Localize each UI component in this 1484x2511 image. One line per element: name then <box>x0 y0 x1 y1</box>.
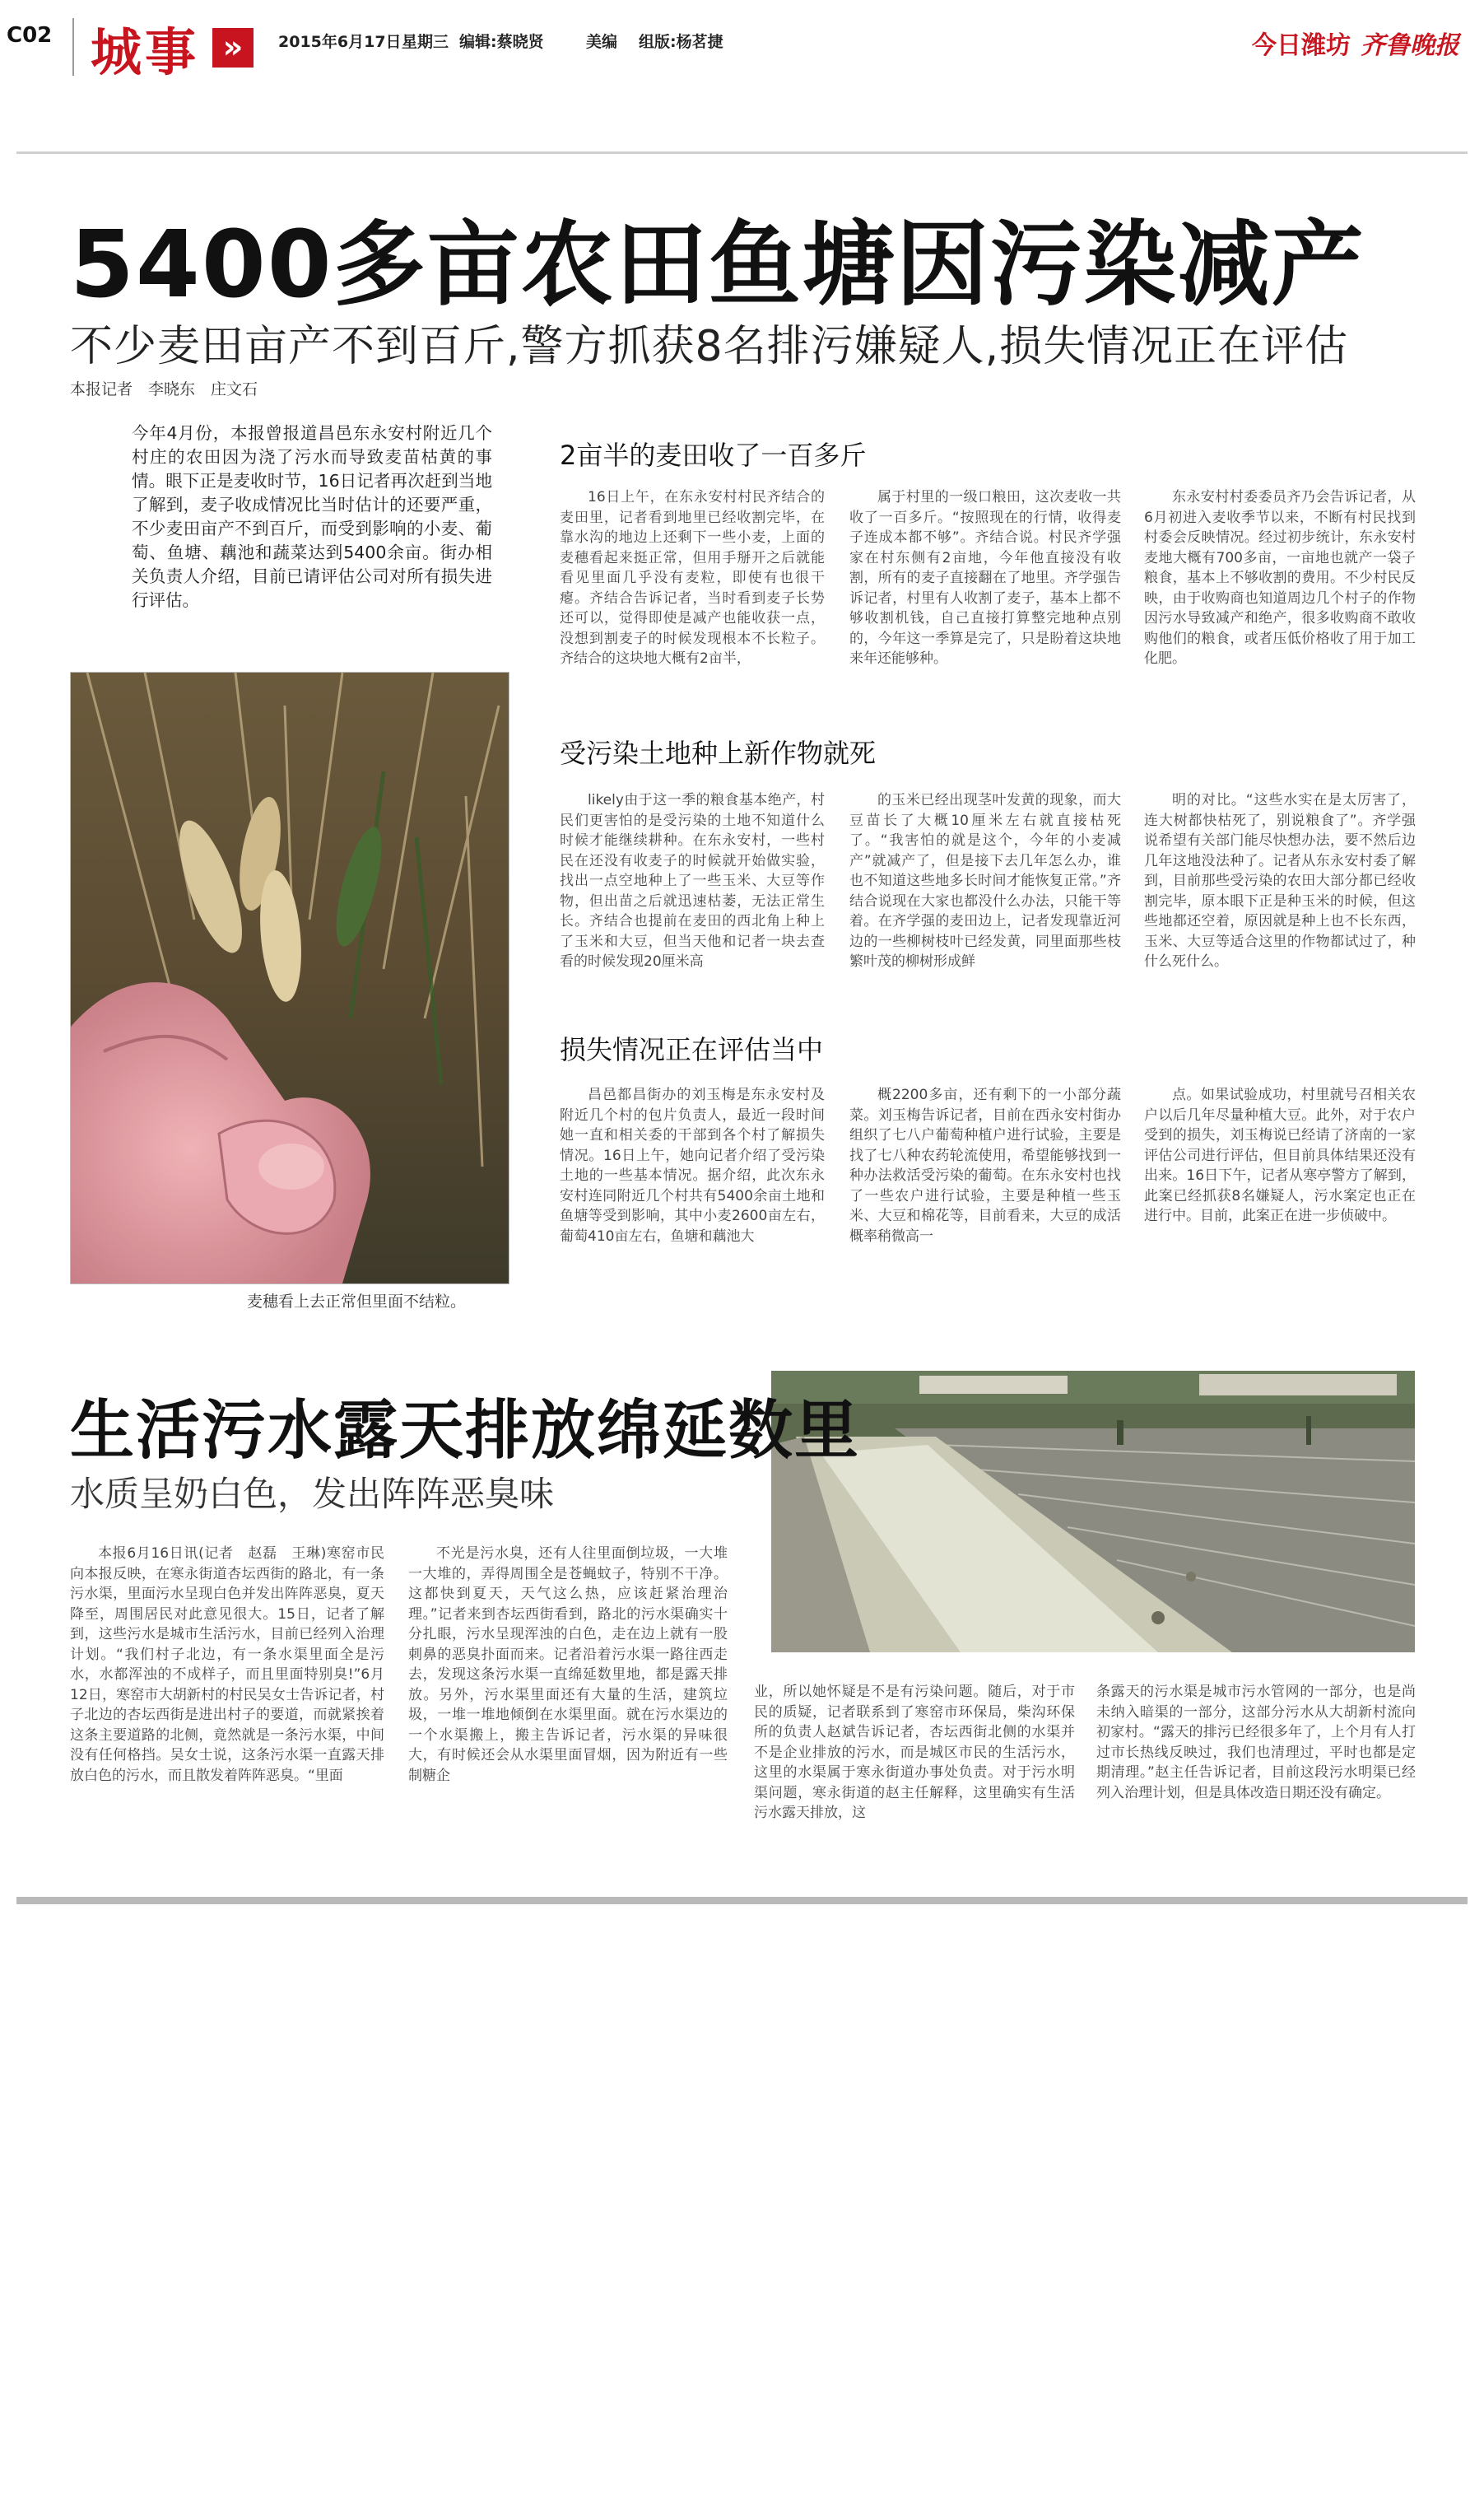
page-label: C02 <box>7 23 53 48</box>
masthead-divider <box>72 18 74 76</box>
section3-title: 损失情况正在评估当中 <box>560 1034 824 1065</box>
brand-logo <box>1252 25 1459 61</box>
canal-photo <box>771 1371 1415 1652</box>
section-arrow-icon: » <box>212 28 254 68</box>
issue-weekday: 星期三 <box>402 33 449 51</box>
story1-headline: 5400多亩农田鱼塘因污染减产 <box>70 212 1365 319</box>
story2-col4: 条露天的污水渠是城市污水管网的一部分，也是尚未纳入暗渠的一部分，这部分污水从大胡新村流向初家村。“露天的排污已经很多年了，上个月有人打过市长热线反映过，我们也清理过，平时也都是定期清理。”赵主任告诉记者，目前这段污水明渠已经列入治理计划，但是具体改造日期还没有确定。 <box>1096 1684 1416 1801</box>
brand-name: 今日潍坊 <box>1252 31 1351 60</box>
section2-col3: 明的对比。“这些水实在是太厉害了，连大树都快枯死了，别说粮食了”。齐学强说希望有关部门能尽快想办法，要不然后边几年这地没法种了。记者从东永安村委了解到，目前那些受污染的农田大部分都已经收割完毕，原本眼下正是种玉米的时候，但这些地都还空着，原因就是种上也不长东西，玉米、大豆等适合这里的作物都试过了，种什么死什么。 <box>1144 792 1416 970</box>
story1-byline: 本报记者 李晓东 庄文石 <box>70 380 258 398</box>
section1-col3: 东永安村村委委员齐乃会告诉记者，从6月初进入麦收季节以来，不断有村民找到村委会反映情况。经过初步统计，东永安村麦地大概有700多亩，一亩地也就产一袋子粮食，基本上不够收割的费用。不少村民反映，由于收购商也知道周边几个村子的作物因污水导致减产和绝产，很多收购商不敢收购他们的粮食，或者压低价格收了用于加工化肥。 <box>1144 489 1416 667</box>
story2-col2: 不光是污水臭，还有人往里面倒垃圾，一大堆一大堆的，弄得周围全是苍蝇蚊子，特别不干净。这都快到夏天，天气这么热，应该赶紧治理治理。”记者来到杏坛西街看到，路北的污水渠确实十分扎眼，污水呈现浑浊的白色，走在边上就有一股刺鼻的恶臭扑面而来。记者沿着污水渠一路往西走去，发现这条污水渠一直绵延数里地，都是露天排放。另外，污水渠里面还有大量的生活，建筑垃圾，一堆一堆地倾倒在水渠里面。就在污水渠边的一个水渠搬上，搬主告诉记者，污水渠的异味很大，有时候还会从水渠里面冒烟，因为附近有一些制糖企 <box>408 1545 728 1784</box>
section2-col2: 的玉米已经出现茎叶发黄的现象，而大豆苗长了大概10厘米左右就直接枯死了。“我害怕的就是这个，今年的小麦减产”就减产了，但是接下去几年怎么办，谁也不知道这些地多长时间才能恢复正常。”齐结合说现在大家也都没什么办法，只能干等着。在齐学强的麦田边上，记者发现靠近河边的一些柳树枝叶已经发黄，同里面那些枝繁叶茂的柳树形成鲜 <box>849 792 1121 970</box>
section2-col1: likely由于这一季的粮食基本绝产，村民们更害怕的是受污染的土地不知道什么时候才能继续耕种。在东永安村，一些村民在还没有收麦子的时候就开始做实验，找出一点空地种上了一些玉米、大豆等作物，但出苗之后就迅速枯萎，无法正常生长。齐结合也提前在麦田的西北角上种上了玉米和大豆，但当天他和记者一块去查看的时候发现20厘米高 <box>560 792 825 970</box>
section1-col1: 16日上午，在东永安村村民齐结合的麦田里，记者看到地里已经收割完毕，在靠水沟的地边上还剩下一些小麦，上面的麦穗看起来挺正常，但用手掰开之后就能看见里面几乎没有麦粒，即使有也很干瘪。齐结合告诉记者，当时看到麦子长势还可以，觉得即使是减产也能收获一点，没想到割麦子的时候发现根本不长粒子。齐结合的这块地大概有2亩半， <box>560 489 825 667</box>
story2-headline: 生活污水露天排放绵延数里 <box>70 1394 861 1468</box>
section1-title: 2亩半的麦田收了一百多斤 <box>560 440 867 471</box>
story2-subheadline: 水质呈奶白色，发出阵阵恶臭味 <box>70 1474 555 1514</box>
story1-subheadline: 不少麦田亩产不到百斤,警方抓获8名排污嫌疑人,损失情况正在评估 <box>70 322 1349 371</box>
section1-col2: 属于村里的一级口粮田，这次麦收一共收了一百多斤。“按照现在的行情，收得麦子连成本都不够”。齐结合说。村民齐学强家在村东侧有2亩地，今年他直接没有收割，所有的麦子直接翻在了地里。齐学强告诉记者，村里有人收割了麦子，基本上都不够收割机钱，自己直接打算整完地种点别的，今年这一季算是完了，只是盼着这块地来年还能够种。 <box>849 489 1121 667</box>
section3-col2: 概2200多亩，还有剩下的一小部分蔬菜。刘玉梅告诉记者，目前在西永安村街办组织了七八户葡萄种植户进行试验，主要是找了七八种农药轮流使用，希望能够找到一种办法救活受污染的葡萄。在东永安村也找了一些农户进行试验，主要是种植一些玉米、大豆和棉花等，目前看来，大豆的成活概率稍微高一 <box>849 1087 1121 1245</box>
story2-col3: 业，所以她怀疑是不是有污染问题。随后，对于市民的质疑，记者联系到了寒窑市环保局，柴沟环保所的负责人赵斌告诉记者，杏坛西街北侧的水渠并不是企业排放的污水，而是城区市民的生活污水，这里的水渠属于寒永街道办事处负责。对于污水明渠问题，寒永街道的赵主任解释，这里确实有生活污水露天排放，这 <box>754 1684 1075 1821</box>
header-rule <box>16 151 1468 154</box>
photo1-caption: 麦穗看上去正常但里面不结粒。 <box>247 1293 467 1311</box>
proofreader-credit: 组版:杨茗捷 <box>639 33 723 51</box>
issue-date: 2015年6月17日 <box>278 33 402 51</box>
footer-rule <box>16 1897 1468 1904</box>
section-title: 城事 <box>91 22 200 82</box>
wheat-photo <box>70 672 509 1284</box>
section3-col3: 点。如果试验成功，村里就号召相关农户以后几年尽量种植大豆。此外，对于农户受到的损失，刘玉梅说已经请了济南的一家评估公司进行评估，但目前具体结果还没有出来。16日下午，记者从寒亭警方了解到，此案已经抓获8名嫌疑人，污水案定也正在进行中。目前，此案正在进一步侦破中。 <box>1144 1087 1416 1224</box>
story1-lede: 今年4月份，本报曾报道昌邑东永安村附近几个村庄的农田因为浇了污水而导致麦苗枯黄的事情。眼下正是麦收时节，16日记者再次赶到当地了解到，麦子收成情况比当时估计的还要严重，不少麦田亩产不到百斤，而受到影响的小麦、葡萄、鱼塘、藕池和蔬菜达到5400余亩。街办相关负责人介绍，目前已请评估公司对所有损失进行评估。 <box>132 423 492 610</box>
art-editor-credit: 美编 <box>586 33 618 51</box>
editor-credit: 编辑:蔡晓贤 <box>459 33 544 51</box>
section2-title: 受污染土地种上新作物就死 <box>560 738 877 769</box>
story2-col1: 本报6月16日讯(记者 赵磊 王琳)寒窑市民向本报反映，在寒永街道杏坛西街的路北，有一条污水渠，里面污水呈现白色并发出阵阵恶臭，夏天降至，周围居民对此意见很大。15日，记者了解到，这些污水是城市生活污水，目前已经列入治理计划。“我们村子北边，有一条水渠里面全是污水，水都浑浊的不成样子，而且里面特别臭!”6月12日，寒窑市大胡新村的村民吴女士告诉记者，村子北边的杏坛西街是进出村子的要道，而就紧挨着这条主要道路的北侧，竟然就是一条污水渠，中间没有任何格挡。吴女士说，这条污水渠一直露天排放白色的污水，而且散发着阵阵恶臭。“里面 <box>70 1545 384 1784</box>
section3-col1: 昌邑都昌街办的刘玉梅是东永安村及附近几个村的包片负责人，最近一段时间她一直和相关委的干部到各个村了解损失情况。16日上午，她向记者介绍了受污染土地的一些基本情况。据介绍，此次东永安村连同附近几个村共有5400余亩土地和鱼塘等受到影响，其中小麦2600亩左右，葡萄410亩左右，鱼塘和藕池大 <box>560 1087 825 1245</box>
brand-sub: 齐鲁晚报 <box>1361 31 1459 60</box>
